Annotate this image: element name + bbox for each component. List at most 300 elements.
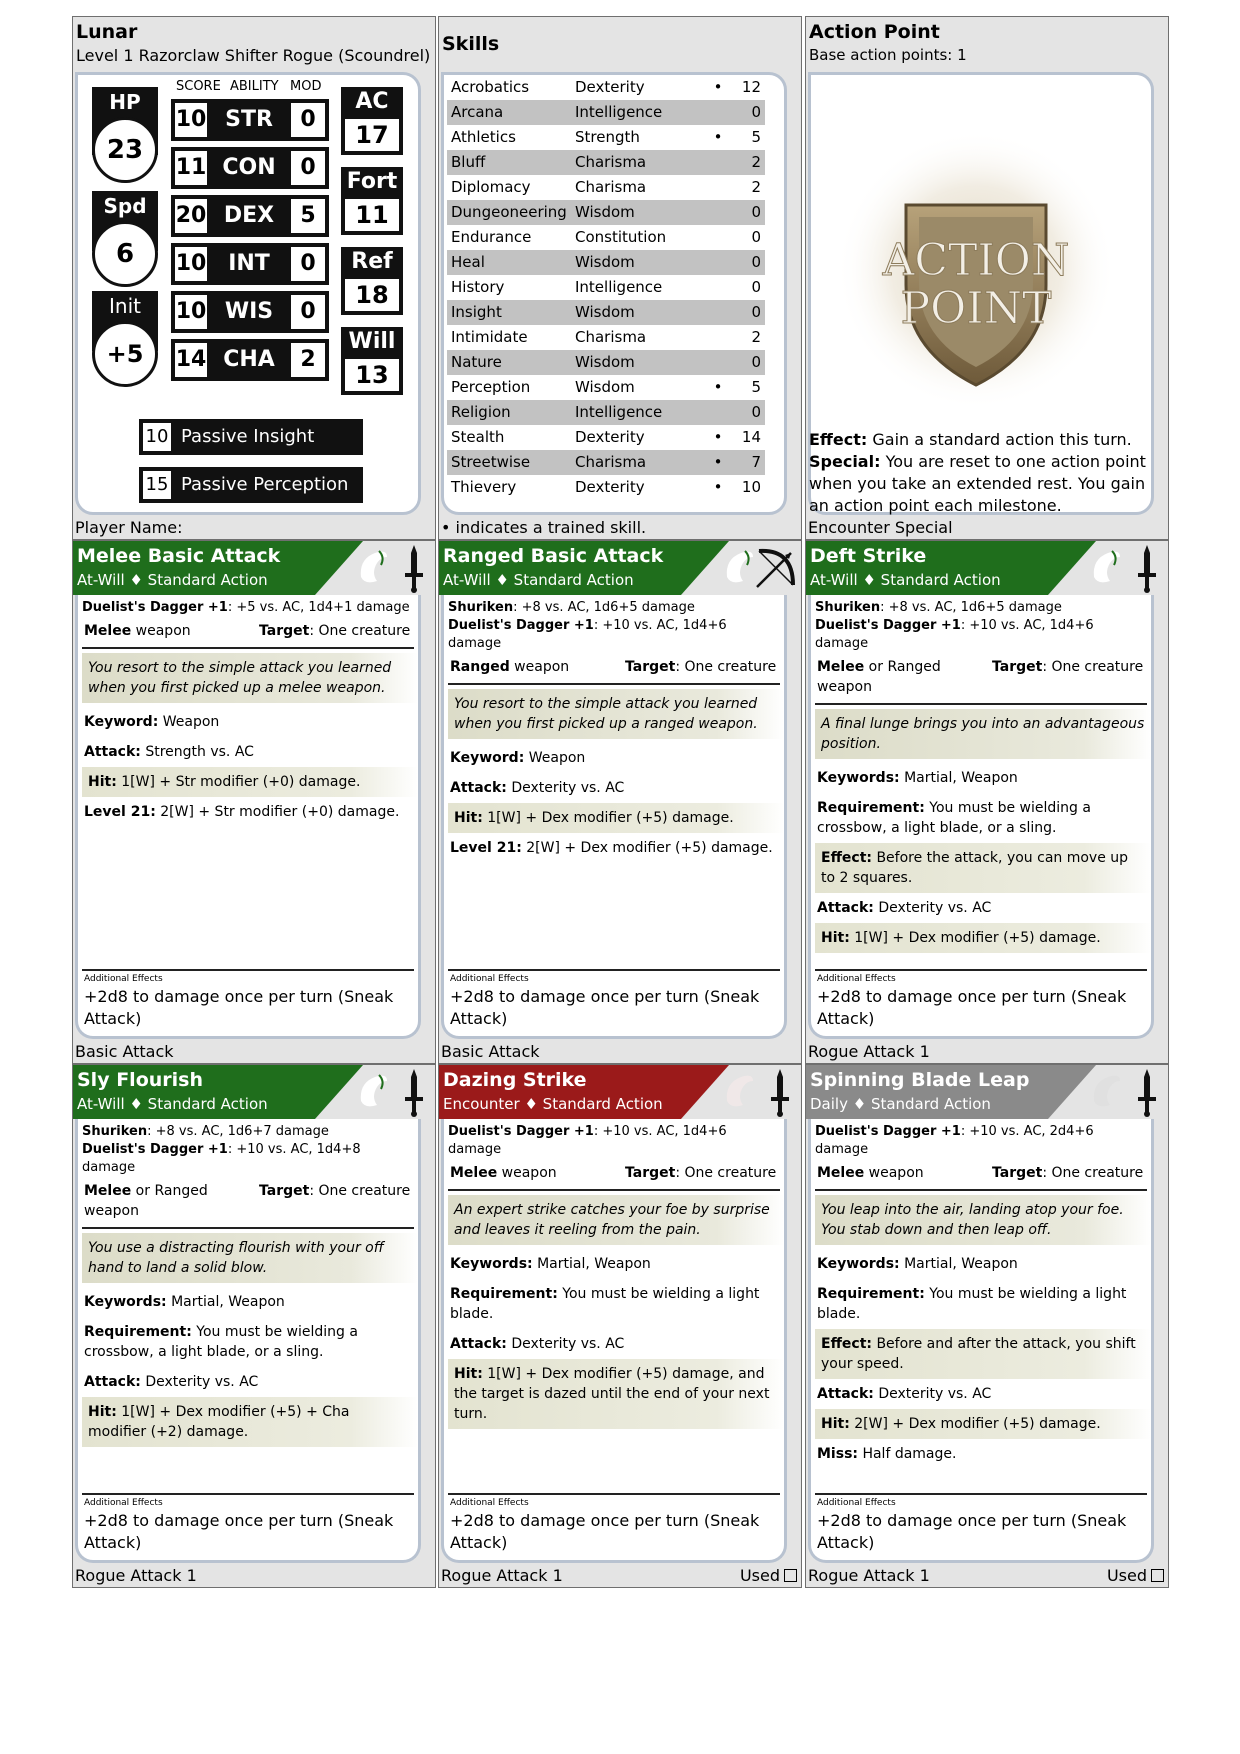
rule-label: Keyword: — [450, 750, 525, 766]
range-text: weapon — [497, 1165, 557, 1181]
defense-ac — [341, 87, 403, 155]
skill-trained-marker — [705, 250, 731, 275]
power-usage: At-Will ♦ Standard Action — [77, 571, 268, 589]
divider — [815, 703, 1147, 705]
power-card — [72, 1064, 436, 1588]
stats-panel — [75, 72, 421, 515]
skill-value: 0 — [751, 303, 761, 321]
weapon-name: Duelist's Dagger +1 — [448, 1124, 594, 1139]
initiative-label: Init — [109, 294, 141, 318]
range-type: Melee — [817, 1165, 865, 1181]
rule-label: Level 21: — [450, 840, 522, 856]
rule-label: Attack: — [450, 1336, 507, 1352]
defense-value: 17 — [345, 119, 399, 151]
skill-ability: Wisdom — [575, 303, 635, 321]
ability-mod: 0 — [291, 247, 325, 281]
power-card — [438, 1064, 802, 1588]
used-label: Used — [1106, 1566, 1147, 1585]
power-header — [439, 1065, 801, 1119]
defense-label: Ref — [351, 249, 393, 274]
effect-text: Gain a standard action this turn. — [867, 430, 1132, 449]
checkbox-icon[interactable] — [1151, 1569, 1164, 1582]
rule-text: Before and after the attack, you shift your speed. — [821, 1336, 1136, 1372]
power-rule-line — [444, 1279, 784, 1329]
additional-effects-text: +2d8 to damage once per turn (Sneak Attack) — [84, 987, 394, 1028]
power-card — [805, 540, 1169, 1064]
power-card — [805, 1064, 1169, 1588]
skills-card — [438, 16, 802, 540]
power-flavor-text: An expert strike catches your foe by surprise and leaves it reeling from the pain. — [448, 1195, 784, 1245]
power-rule-line — [815, 1409, 1151, 1439]
rule-label: Hit: — [821, 1416, 850, 1432]
ability-score: 14 — [175, 343, 207, 377]
power-range — [84, 1181, 259, 1221]
attack-line-2 — [78, 1141, 418, 1177]
ability-score: 10 — [175, 103, 207, 137]
power-type-icon — [357, 547, 389, 585]
power-flavor-text: You use a distracting flourish with your off hand to land a solid blow. — [82, 1233, 418, 1283]
rule-label: Requirement: — [84, 1324, 192, 1340]
rule-text: Dexterity vs. AC — [873, 900, 992, 916]
ability-name: STR — [225, 107, 273, 132]
special-label: Special: — [809, 452, 881, 471]
skill-ability: Constitution — [575, 228, 667, 246]
target-text: : One creature — [309, 1183, 411, 1199]
skill-ability: Strength — [575, 128, 640, 146]
rule-label: Hit: — [821, 930, 850, 946]
skill-ability: Wisdom — [575, 353, 635, 371]
passive-perception-label: Passive Perception — [181, 474, 349, 495]
rule-label: Hit: — [454, 1366, 483, 1382]
speed-label: Spd — [103, 194, 147, 218]
skill-value: 0 — [751, 253, 761, 271]
weapon-name: Duelist's Dagger +1 — [82, 600, 228, 615]
power-type-icon — [357, 1071, 389, 1109]
weapon-name: Shuriken — [82, 1124, 148, 1139]
target-text: : One creature — [1042, 659, 1144, 675]
power-rule-line — [815, 923, 1151, 953]
skill-name: Nature — [451, 353, 502, 371]
skill-value: 14 — [741, 428, 761, 446]
target-text: : One creature — [675, 659, 777, 675]
effect-label: Effect: — [809, 430, 868, 449]
power-header — [806, 541, 1168, 595]
action-point-footer: Encounter Special — [808, 518, 953, 537]
action-point-subtitle: Base action points: 1 — [809, 46, 967, 64]
power-flavor-text: You leap into the air, landing atop your foe. You stab down and then leap off. — [815, 1195, 1151, 1245]
power-rule-line — [811, 1379, 1151, 1409]
power-title: Dazing Strike — [443, 1069, 587, 1091]
used-label: Used — [739, 1566, 780, 1585]
dagger-icon — [401, 543, 427, 593]
rule-label: Keywords: — [817, 770, 900, 786]
weapon-stats: : +8 vs. AC, 1d6+5 damage — [880, 600, 1062, 615]
skill-value: 0 — [751, 203, 761, 221]
checkbox-icon[interactable] — [784, 1569, 797, 1582]
skill-trained-marker — [705, 275, 731, 300]
additional-effects-label: Additional Effects — [817, 1498, 896, 1508]
range-type: Melee — [450, 1165, 498, 1181]
rule-label: Effect: — [821, 850, 872, 866]
rule-text: Martial, Weapon — [166, 1294, 285, 1310]
power-target — [625, 1163, 778, 1183]
rule-text: Before the attack, you can move up to 2 squares. — [821, 850, 1129, 886]
skill-value: 0 — [751, 278, 761, 296]
power-rule-line — [448, 1359, 784, 1429]
power-body — [808, 1119, 1154, 1563]
rule-text: 1[W] + Str modifier (+0) damage. — [116, 774, 361, 790]
skill-row — [447, 150, 765, 175]
attack-line-2 — [811, 617, 1151, 653]
ability-mod: 0 — [291, 103, 325, 137]
rule-label: Attack: — [817, 900, 874, 916]
skill-trained-marker — [705, 350, 731, 375]
skill-row — [447, 200, 765, 225]
rule-label: Level 21: — [84, 804, 156, 820]
dagger-icon — [1134, 543, 1160, 593]
skill-row — [447, 125, 765, 150]
power-body — [441, 595, 787, 1039]
target-text: : One creature — [309, 623, 411, 639]
ability-row-str — [171, 99, 329, 141]
range-target-row — [78, 617, 418, 647]
power-title: Ranged Basic Attack — [443, 545, 664, 567]
rule-text: 1[W] + Dex modifier (+5) + Cha modifier (+2) damage. — [88, 1404, 350, 1440]
power-title: Sly Flourish — [77, 1069, 203, 1091]
skill-value: 2 — [751, 328, 761, 346]
hp-value: 23 — [92, 117, 158, 183]
power-target — [625, 657, 778, 677]
rule-label: Keywords: — [817, 1256, 900, 1272]
attack-line-1 — [811, 1119, 1151, 1159]
range-text: or Ranged weapon — [84, 1183, 208, 1219]
skill-trained-marker: • — [713, 478, 723, 496]
skill-trained-marker: • — [713, 378, 723, 396]
weapon-name: Shuriken — [448, 600, 514, 615]
skill-row — [447, 450, 765, 475]
weapon-stats: : +10 vs. AC, 2d4+6 damage — [815, 1124, 1094, 1157]
character-subtitle: Level 1 Razorclaw Shifter Rogue (Scoundrel) — [76, 46, 431, 65]
rule-text: You must be wielding a crossbow, a light blade, or a sling. — [817, 800, 1091, 836]
ability-row-dex — [171, 195, 329, 237]
skill-trained-marker — [705, 200, 731, 225]
additional-effects — [82, 969, 414, 1030]
action-point-card — [805, 16, 1169, 540]
special-text: You are reset to one action point when you take an extended rest. You gain an action point each milestone. — [809, 452, 1146, 515]
additional-effects-text: +2d8 to damage once per turn (Sneak Attack) — [817, 1511, 1127, 1552]
ability-row-cha — [171, 339, 329, 381]
svg-text:POINT: POINT — [900, 283, 1052, 334]
skill-trained-marker — [705, 150, 731, 175]
power-header — [806, 1065, 1168, 1119]
defense-label: Will — [348, 329, 396, 354]
skill-name: Bluff — [451, 153, 486, 171]
target-label: Target — [625, 659, 676, 675]
passive-perception — [139, 467, 363, 503]
power-rule-line — [811, 1279, 1151, 1329]
power-rule-line — [811, 893, 1151, 923]
used-checkbox[interactable] — [1107, 1566, 1164, 1585]
ability-name: INT — [228, 251, 270, 276]
skill-row — [447, 475, 765, 500]
rule-label: Keyword: — [84, 714, 159, 730]
skills-footer-note: • indicates a trained skill. — [441, 518, 647, 537]
power-usage: At-Will ♦ Standard Action — [810, 571, 1001, 589]
power-rule-line — [444, 833, 784, 863]
ability-score: 10 — [175, 247, 207, 281]
power-rule-line — [811, 793, 1151, 843]
rule-label: Attack: — [817, 1386, 874, 1402]
power-usage: Daily ♦ Standard Action — [810, 1095, 991, 1113]
attack-line-2 — [444, 617, 784, 653]
additional-effects-label: Additional Effects — [450, 974, 529, 984]
skill-name: Arcana — [451, 103, 504, 121]
range-type: Ranged — [450, 659, 510, 675]
power-flavor-text: A final lunge brings you into an advantageous position. — [815, 709, 1151, 759]
skill-row — [447, 175, 765, 200]
skill-trained-marker: • — [713, 78, 723, 96]
power-category: Rogue Attack 1 — [808, 1042, 930, 1061]
ability-row-wis — [171, 291, 329, 333]
power-rule-line — [444, 1249, 784, 1279]
defense-ref — [341, 247, 403, 315]
skill-name: Streetwise — [451, 453, 531, 471]
additional-effects-label: Additional Effects — [450, 1498, 529, 1508]
rule-text: You must be wielding a light blade. — [817, 1286, 1127, 1322]
skill-value: 10 — [741, 478, 761, 496]
rule-label: Attack: — [84, 1374, 141, 1390]
power-rule-line — [78, 1287, 418, 1317]
skill-ability: Charisma — [575, 178, 647, 196]
ability-name: CON — [222, 155, 276, 180]
skill-trained-marker — [705, 175, 731, 200]
skill-value: 0 — [751, 228, 761, 246]
ability-score: 10 — [175, 295, 207, 329]
additional-effects-label: Additional Effects — [84, 974, 163, 984]
weapon-name: Duelist's Dagger +1 — [448, 618, 594, 633]
defense-label: AC — [355, 89, 389, 114]
skill-ability: Wisdom — [575, 203, 635, 221]
col-mod-header: MOD — [290, 79, 322, 94]
target-label: Target — [992, 1165, 1043, 1181]
svg-text:ACTION: ACTION — [882, 235, 1070, 286]
rule-text: Martial, Weapon — [899, 1256, 1018, 1272]
additional-effects-text: +2d8 to damage once per turn (Sneak Attack) — [817, 987, 1127, 1028]
range-target-row — [811, 1159, 1151, 1189]
skill-row — [447, 100, 765, 125]
divider — [82, 647, 414, 649]
weapon-stats: : +10 vs. AC, 1d4+8 damage — [82, 1142, 361, 1175]
bow-icon — [753, 545, 797, 591]
used-checkbox[interactable] — [740, 1566, 797, 1585]
power-card — [438, 540, 802, 1064]
rule-text: 1[W] + Dex modifier (+5) damage, and the target is dazed until the end of your next turn. — [454, 1366, 770, 1422]
rule-label: Hit: — [454, 810, 483, 826]
skill-value: 12 — [741, 78, 761, 96]
power-header — [73, 1065, 435, 1119]
skill-ability: Charisma — [575, 153, 647, 171]
weapon-name: Duelist's Dagger +1 — [815, 1124, 961, 1139]
rule-text: Weapon — [524, 750, 586, 766]
defense-will — [341, 327, 403, 395]
skill-ability: Intelligence — [575, 278, 663, 296]
divider — [82, 1227, 414, 1229]
power-rule-line — [78, 1367, 418, 1397]
power-rule-line — [78, 1317, 418, 1367]
power-category: Rogue Attack 1 — [75, 1566, 197, 1585]
skill-trained-marker — [705, 400, 731, 425]
range-text: or Ranged weapon — [817, 659, 941, 695]
skill-ability: Charisma — [575, 453, 647, 471]
skill-trained-marker: • — [713, 428, 723, 446]
range-type: Melee — [817, 659, 865, 675]
skill-name: History — [451, 278, 505, 296]
additional-effects — [815, 969, 1147, 1030]
defense-value: 11 — [345, 199, 399, 231]
power-usage: Encounter ♦ Standard Action — [443, 1095, 663, 1113]
power-category: Rogue Attack 1 — [808, 1566, 930, 1585]
action-point-rules — [809, 429, 1162, 517]
power-rule-line — [815, 1329, 1151, 1379]
range-text: weapon — [509, 659, 570, 675]
skill-row — [447, 75, 765, 100]
power-target — [992, 1163, 1145, 1183]
skill-trained-marker: • — [713, 453, 723, 471]
divider — [448, 683, 780, 685]
rule-label: Attack: — [84, 744, 141, 760]
dagger-icon — [1134, 1067, 1160, 1117]
skill-ability: Dexterity — [575, 478, 645, 496]
power-type-icon — [723, 547, 755, 585]
power-range — [817, 657, 992, 697]
defense-fort — [341, 167, 403, 235]
power-rule-line — [811, 763, 1151, 793]
rule-text: 2[W] + Str modifier (+0) damage. — [155, 804, 400, 820]
weapon-stats: : +10 vs. AC, 1d4+6 damage — [448, 618, 727, 651]
weapon-name: Shuriken — [815, 600, 881, 615]
skill-row — [447, 225, 765, 250]
defense-value: 18 — [345, 279, 399, 311]
power-range — [450, 657, 625, 677]
power-body — [75, 595, 421, 1039]
power-rule-line — [448, 803, 784, 833]
power-usage: At-Will ♦ Standard Action — [443, 571, 634, 589]
skill-name: Thievery — [451, 478, 517, 496]
range-target-row — [811, 653, 1151, 703]
skill-name: Athletics — [451, 128, 516, 146]
range-type: Melee — [84, 1183, 132, 1199]
skill-name: Intimidate — [451, 328, 528, 346]
skill-name: Insight — [451, 303, 502, 321]
power-type-icon — [1090, 547, 1122, 585]
power-body — [75, 1119, 421, 1563]
weapon-stats: : +8 vs. AC, 1d6+5 damage — [513, 600, 695, 615]
divider — [448, 1189, 780, 1191]
additional-effects-label: Additional Effects — [817, 974, 896, 984]
defense-value: 13 — [345, 359, 399, 391]
skill-value: 7 — [751, 453, 761, 471]
power-rule-line — [82, 1397, 418, 1447]
power-category: Rogue Attack 1 — [441, 1566, 563, 1585]
skill-ability: Dexterity — [575, 78, 645, 96]
passive-insight-label: Passive Insight — [181, 426, 315, 447]
ability-row-con — [171, 147, 329, 189]
weapon-stats: : +10 vs. AC, 1d4+6 damage — [815, 618, 1094, 651]
power-range — [84, 621, 259, 641]
range-text: weapon — [131, 623, 191, 639]
skill-row — [447, 275, 765, 300]
dagger-icon — [767, 1067, 793, 1117]
additional-effects-label: Additional Effects — [84, 1498, 163, 1508]
skills-title: Skills — [442, 33, 500, 55]
ability-mod: 0 — [291, 151, 325, 185]
skill-ability: Wisdom — [575, 253, 635, 271]
power-rule-line — [811, 1439, 1151, 1469]
ability-score: 11 — [175, 151, 207, 185]
rule-label: Keywords: — [84, 1294, 167, 1310]
weapon-stats: : +5 vs. AC, 1d4+1 damage — [227, 600, 410, 615]
rule-text: 2[W] + Dex modifier (+5) damage. — [521, 840, 773, 856]
target-text: : One creature — [1042, 1165, 1144, 1181]
power-title: Melee Basic Attack — [77, 545, 281, 567]
skill-ability: Wisdom — [575, 378, 635, 396]
power-rule-line — [78, 797, 418, 827]
skill-ability: Intelligence — [575, 103, 663, 121]
rule-label: Attack: — [450, 780, 507, 796]
passive-insight-value: 10 — [143, 423, 171, 451]
weapon-name: Duelist's Dagger +1 — [815, 618, 961, 633]
skill-name: Endurance — [451, 228, 532, 246]
power-range — [450, 1163, 625, 1183]
ability-mod: 5 — [291, 199, 325, 233]
skills-table — [447, 75, 765, 500]
action-point-title: Action Point — [809, 21, 940, 43]
skill-row — [447, 300, 765, 325]
ability-mod: 2 — [291, 343, 325, 377]
player-name-label: Player Name: — [75, 518, 183, 537]
power-target — [992, 657, 1145, 697]
power-flavor-text: You resort to the simple attack you learned when you first picked up a ranged weapon. — [448, 689, 784, 739]
col-ability-header: ABILITY — [230, 79, 279, 94]
rule-text: Weapon — [158, 714, 220, 730]
weapon-name: Duelist's Dagger +1 — [82, 1142, 228, 1157]
rule-label: Effect: — [821, 1336, 872, 1352]
ability-score: 20 — [175, 199, 207, 233]
rule-text: Martial, Weapon — [899, 770, 1018, 786]
power-type-icon — [1090, 1071, 1122, 1109]
skill-row — [447, 375, 765, 400]
skill-trained-marker — [705, 100, 731, 125]
target-label: Target — [992, 659, 1043, 675]
attack-line-1 — [444, 1119, 784, 1159]
rule-text: Martial, Weapon — [532, 1256, 651, 1272]
skill-name: Heal — [451, 253, 485, 271]
additional-effects — [448, 969, 780, 1030]
skill-row — [447, 425, 765, 450]
range-type: Melee — [84, 623, 132, 639]
power-body — [441, 1119, 787, 1563]
passive-perception-value: 15 — [143, 471, 171, 499]
skill-value: 5 — [751, 378, 761, 396]
divider — [815, 1189, 1147, 1191]
weapon-stats: : +10 vs. AC, 1d4+6 damage — [448, 1124, 727, 1157]
ability-mod: 0 — [291, 295, 325, 329]
rule-text: 1[W] + Dex modifier (+5) damage. — [849, 930, 1101, 946]
target-label: Target — [259, 623, 310, 639]
skill-value: 5 — [751, 128, 761, 146]
power-rule-line — [444, 1329, 784, 1359]
skill-name: Dungeoneering — [451, 203, 567, 221]
